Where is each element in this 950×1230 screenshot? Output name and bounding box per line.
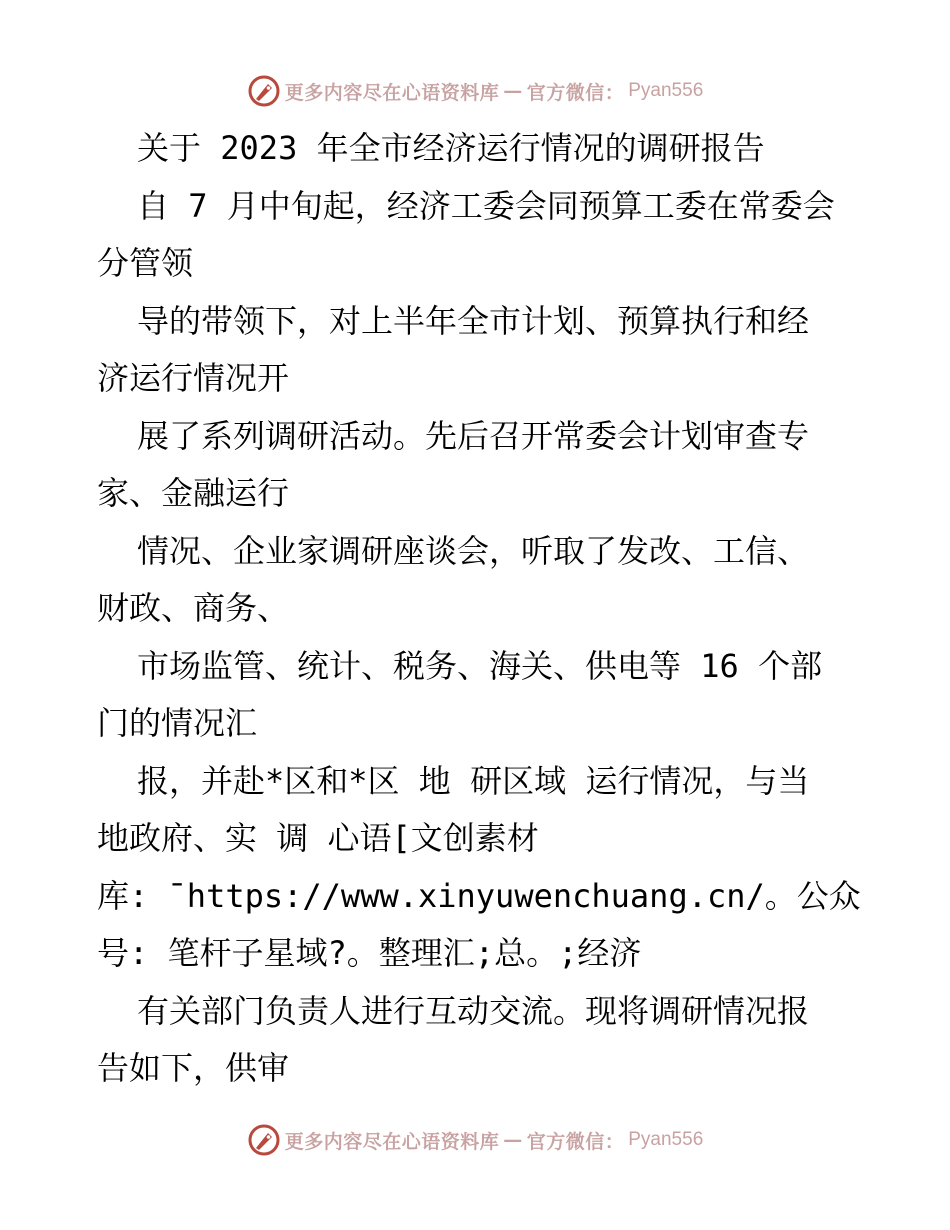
paragraph-line: 自 7 月中旬起，经济工委会同预算工委在常委会 [137, 186, 835, 225]
header-wechat-id: Pyan556 [628, 80, 704, 101]
paragraph-line: 号: 笔杆子星域?。整理汇;总。;经济 [97, 934, 642, 972]
paragraph-line: 报，并赴*区和*区 地 研区域 运行情况，与当 [137, 761, 810, 800]
document-title: 关于 2023 年全市经济运行情况的调研报告 [137, 129, 765, 167]
pen-nib-logo-icon [247, 74, 281, 108]
paragraph-line: 导的带领下，对上半年全市计划、预算执行和经 [137, 301, 810, 340]
paragraph-line: 库: ¯https://www.xinyuwenchuang.cn/。公众 [97, 876, 861, 915]
header-site-text: 更多内容尽在心语资料库 [284, 81, 500, 104]
paragraph-line: 分管领 [97, 244, 194, 282]
document-body [97, 120, 867, 1098]
paragraph-line: 市场监管、统计、税务、海关、供电等 16 个部 [137, 646, 823, 685]
footer-dash: — [503, 1129, 523, 1151]
paragraph-line: 地政府、实 调 心语[文创素材 [97, 819, 539, 857]
paragraph-line: 门的情况汇 [97, 704, 258, 742]
footer-watermark-banner [0, 1120, 950, 1160]
paragraph-line: 有关部门负责人进行互动交流。现将调研情况报 [137, 991, 810, 1030]
header-watermark-banner [0, 71, 950, 111]
footer-wechat-label: 官方微信： [526, 1130, 625, 1153]
paragraph-line: 展了系列调研活动。先后召开常委会计划审查专 [137, 416, 810, 455]
paragraph-line: 济运行情况开 [97, 359, 290, 397]
paragraph-line: 告如下，供审 [97, 1049, 290, 1087]
footer-site-text: 更多内容尽在心语资料库 [284, 1130, 500, 1153]
paragraph-line: 情况、企业家调研座谈会，听取了发改、工信、 [137, 531, 810, 570]
paragraph-line: 财政、商务、 [97, 589, 290, 627]
header-dash: — [503, 80, 523, 102]
header-wechat-label: 官方微信： [526, 81, 625, 104]
paragraph-line: 家、金融运行 [97, 474, 290, 512]
pen-nib-logo-icon [247, 1123, 281, 1157]
footer-wechat-id: Pyan556 [628, 1129, 704, 1150]
